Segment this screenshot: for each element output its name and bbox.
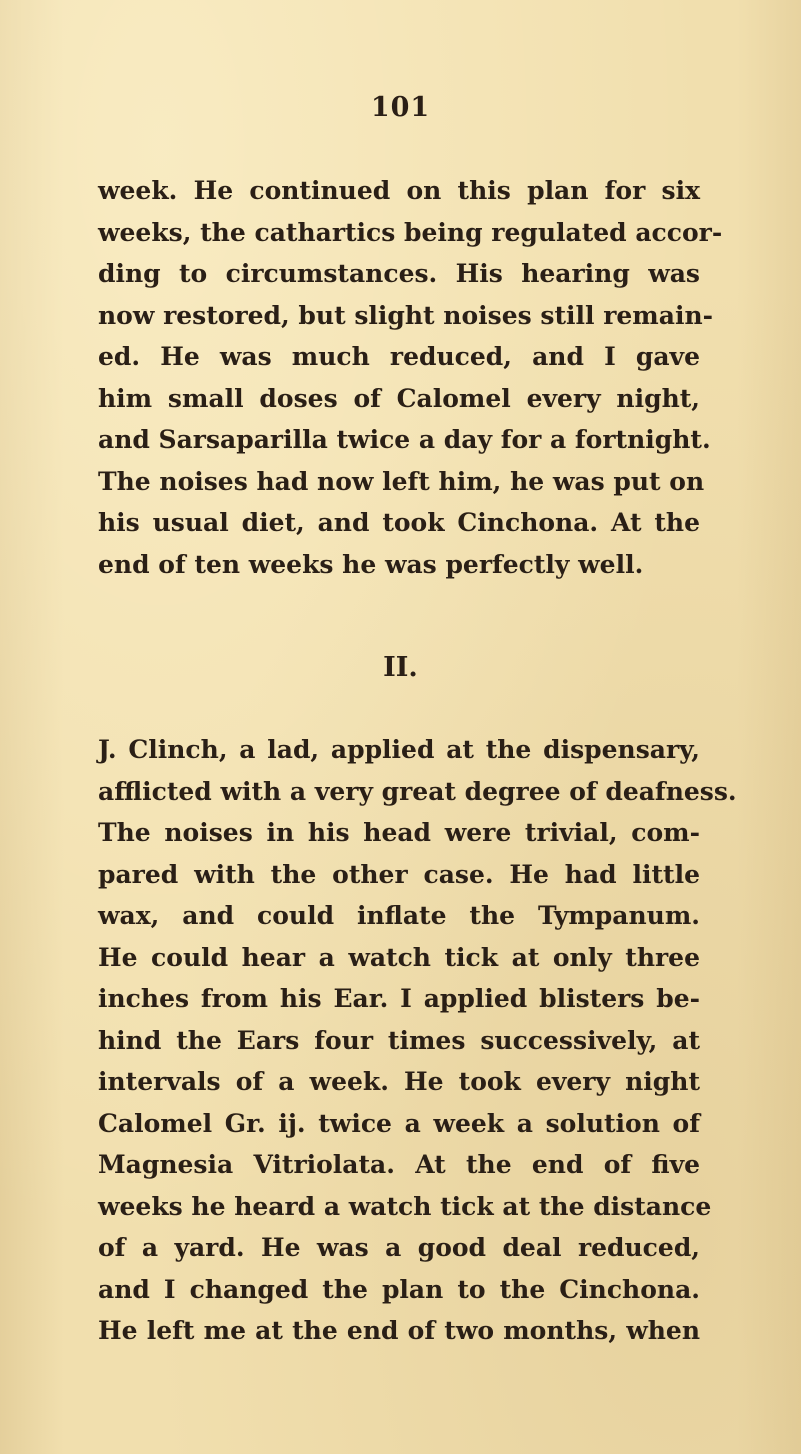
section-heading: II. bbox=[383, 652, 418, 683]
text-line: of a yard. He was a good deal reduced, bbox=[98, 1233, 700, 1262]
text-line: and Sarsaparilla twice a day for a fortnight. bbox=[98, 425, 711, 454]
text-line: hind the Ears four times successively, at bbox=[98, 1025, 700, 1055]
text-line: ding to circumstances. His hearing was bbox=[98, 259, 700, 288]
text-line: He left me at the end of two months, when bbox=[98, 1316, 700, 1345]
text-line: intervals of a week. He took every night bbox=[98, 1067, 700, 1096]
text-line: end of ten weeks he was perfectly well. bbox=[98, 549, 644, 579]
text-line: and I changed the plan to the Cinchona. bbox=[98, 1274, 700, 1304]
text-line: pared with the other case. He had little bbox=[98, 859, 700, 889]
text-line: his usual diet, and took Cinchona. At the bbox=[98, 508, 700, 537]
text-line: He could hear a watch tick at only three bbox=[98, 942, 700, 972]
page-number: 101 bbox=[370, 92, 431, 123]
paragraph-case-1-conclusion bbox=[98, 170, 723, 585]
text-line: weeks he heard a watch tick at the distance bbox=[98, 1191, 712, 1221]
text-line: ed. He was much reduced, and I gave bbox=[98, 342, 700, 371]
text-line: weeks, the cathartics being regulated accor- bbox=[98, 217, 723, 247]
text-line: Magnesia Vitriolata. At the end of five bbox=[98, 1150, 700, 1179]
text-line: J. Clinch, a lad, applied at the dispensary, bbox=[98, 735, 700, 764]
text-line: afflicted with a very great degree of deafness. bbox=[98, 776, 737, 806]
paragraph-case-2 bbox=[98, 729, 737, 1352]
text-line: week. He continued on this plan for six bbox=[98, 176, 700, 205]
text-line: him small doses of Calomel every night, bbox=[98, 383, 700, 413]
text-line: inches from his Ear. I applied blisters be- bbox=[98, 984, 700, 1013]
text-line: The noises in his head were trivial, com- bbox=[98, 818, 700, 847]
text-line: wax, and could inflate the Tympanum. bbox=[98, 901, 700, 930]
text-line: The noises had now left him, he was put on bbox=[98, 466, 705, 496]
text-line: now restored, but slight noises still remain- bbox=[98, 300, 714, 330]
text-line: Calomel Gr. ij. twice a week a solution of bbox=[98, 1108, 700, 1138]
